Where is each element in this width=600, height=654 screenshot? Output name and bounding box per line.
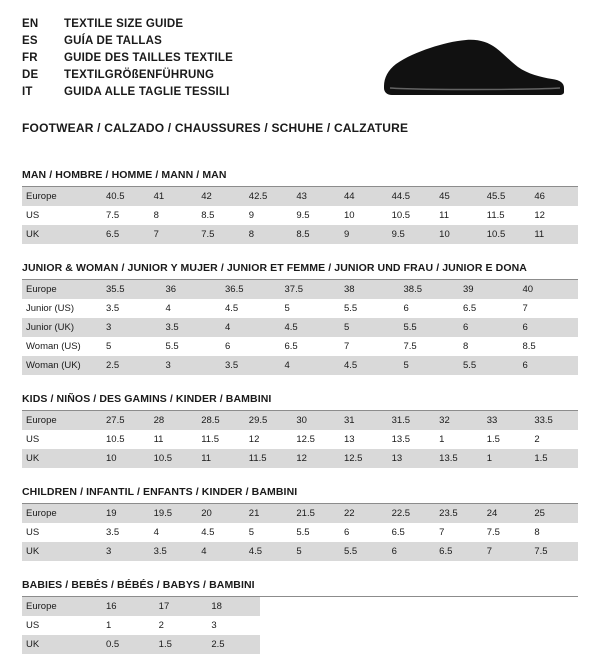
language-row	[22, 67, 233, 84]
size-cell: 7.5	[201, 229, 215, 240]
size-cell: 45	[439, 191, 450, 202]
size-cell: 33	[486, 415, 498, 426]
size-cell: 4	[284, 360, 290, 371]
table-row	[22, 280, 578, 299]
size-cell: 3.5	[165, 322, 179, 333]
size-cell: 44	[343, 191, 355, 202]
section-title: MAN / HOMBRE / HOMME / MANN / MAN	[22, 169, 578, 187]
size-cell: 1.5	[534, 453, 548, 464]
table-row	[22, 299, 578, 318]
size-cell: 8.5	[201, 210, 215, 221]
row-label: Junior (UK)	[26, 322, 75, 333]
size-cell: 9.5	[391, 229, 405, 240]
table-row	[22, 318, 578, 337]
section-table-wrap	[22, 411, 578, 468]
size-cell: 21	[248, 508, 260, 519]
language-code: ES	[22, 35, 38, 47]
size-cell: 19	[106, 508, 117, 519]
size-cell: 6	[463, 322, 469, 333]
size-cell: 4.5	[284, 322, 298, 333]
size-cell: 8	[463, 341, 469, 352]
size-cell: 1	[106, 620, 112, 631]
size-cell: 7.5	[403, 341, 417, 352]
size-cell: 2	[534, 434, 540, 445]
size-cell: 8	[153, 210, 159, 221]
size-cell: 2	[158, 620, 164, 631]
size-cell: 12	[534, 210, 545, 221]
size-cell: 4	[201, 546, 207, 557]
size-cell: 7.5	[534, 546, 548, 557]
section-table-wrap	[22, 597, 260, 654]
language-code: FR	[22, 52, 38, 64]
size-cell: 12.5	[296, 434, 315, 445]
size-cell: 3	[165, 360, 171, 371]
row-label: Woman (UK)	[26, 360, 81, 371]
language-row	[22, 16, 233, 33]
size-cell: 8	[534, 527, 540, 538]
row-label: UK	[26, 639, 40, 650]
size-cell: 10.5	[391, 210, 411, 221]
size-cell: 25	[534, 508, 545, 519]
size-cell: 5.5	[344, 303, 358, 314]
size-cell: 1	[439, 434, 445, 445]
section-title: JUNIOR & WOMAN / JUNIOR Y MUJER / JUNIOR ET FEMME / JUNIOR UND FRAU / JUNIOR E DONA	[22, 262, 578, 280]
size-cell: 5	[248, 527, 255, 538]
size-cell: 24	[486, 508, 498, 519]
dress-shoe-icon	[378, 30, 568, 107]
size-cell: 3	[106, 322, 112, 333]
size-cell: 19.5	[153, 508, 173, 519]
size-cell: 31.5	[391, 415, 411, 426]
row-label: US	[26, 620, 40, 631]
size-cell: 7	[486, 546, 493, 557]
row-label: UK	[26, 453, 40, 464]
size-cell: 5.5	[296, 527, 310, 538]
language-title: GUÍA DE TALLAS	[64, 35, 162, 47]
size-cell: 11	[439, 210, 450, 221]
size-section	[22, 579, 578, 654]
size-cell: 5	[344, 322, 350, 333]
language-code: DE	[22, 69, 39, 81]
size-cell: 3	[106, 546, 112, 557]
size-cell: 4.5	[201, 527, 215, 538]
size-cell: 41	[153, 191, 165, 202]
size-cell: 6.5	[391, 527, 405, 538]
table-row	[22, 523, 578, 542]
language-code: EN	[22, 18, 39, 30]
size-cell: 13	[343, 434, 355, 445]
size-cell: 44.5	[391, 191, 411, 202]
section-title: CHILDREN / INFANTIL / ENFANTS / KINDER / BAMBINI	[22, 486, 578, 504]
size-cell: 42.5	[248, 191, 268, 202]
size-cell: 13	[391, 453, 403, 464]
section-table-wrap	[22, 504, 578, 561]
size-cell: 17	[158, 601, 170, 612]
size-cell: 6	[343, 527, 350, 538]
size-cell: 8.5	[522, 341, 536, 352]
size-cell: 6	[225, 341, 231, 352]
size-cell: 11.5	[201, 434, 219, 445]
row-label: Europe	[26, 191, 57, 202]
size-cell: 4	[153, 527, 159, 538]
size-section	[22, 393, 578, 468]
size-cell: 38	[344, 284, 355, 295]
size-table	[22, 411, 578, 468]
row-label: Europe	[26, 415, 57, 426]
category-line: FOOTWEAR / CALZADO / CHAUSSURES / SCHUHE / CALZATURE	[22, 121, 409, 135]
size-cell: 32	[439, 415, 450, 426]
language-title-list	[22, 16, 233, 101]
size-cell: 8.5	[296, 229, 310, 240]
language-title: GUIDA ALLE TAGLIE TESSILI	[64, 86, 230, 98]
table-row	[22, 411, 578, 430]
size-cell: 13.5	[391, 434, 411, 445]
size-cell: 21.5	[296, 508, 315, 519]
size-cell: 7	[344, 341, 350, 352]
size-cell: 5.5	[343, 546, 358, 557]
size-cell: 7	[522, 303, 528, 314]
size-section	[22, 262, 578, 375]
size-table	[22, 187, 578, 244]
size-cell: 11.5	[248, 453, 267, 464]
size-cell: 40	[522, 284, 534, 295]
size-cell: 20	[201, 508, 212, 519]
table-row	[22, 225, 578, 244]
size-cell: 5.5	[463, 360, 477, 371]
size-section	[22, 486, 578, 561]
size-cell: 9	[343, 229, 350, 240]
row-label: Junior (US)	[26, 303, 75, 314]
table-row	[22, 187, 578, 206]
table-row	[22, 542, 578, 561]
size-sections	[22, 169, 578, 654]
size-cell: 1.5	[486, 434, 500, 445]
size-cell: 12	[296, 453, 307, 464]
size-cell: 5	[106, 341, 112, 352]
table-row	[22, 616, 260, 635]
size-cell: 13.5	[439, 453, 458, 464]
section-title: BABIES / BEBÉS / BÉBÉS / BABYS / BAMBINI	[22, 579, 578, 597]
size-cell: 28	[153, 415, 165, 426]
size-cell: 6.5	[439, 546, 453, 557]
language-row	[22, 33, 233, 50]
size-cell: 8	[248, 229, 255, 240]
language-title: GUIDE DES TAILLES TEXTILE	[64, 52, 233, 64]
size-cell: 3.5	[106, 527, 120, 538]
table-row	[22, 206, 578, 225]
language-row	[22, 50, 233, 67]
size-cell: 29.5	[248, 415, 268, 426]
language-title: TEXTILE SIZE GUIDE	[64, 18, 184, 30]
size-cell: 4	[225, 322, 231, 333]
row-label: US	[26, 210, 40, 221]
row-label: US	[26, 434, 40, 445]
size-cell: 35.5	[106, 284, 125, 295]
size-cell: 23.5	[439, 508, 458, 519]
table-row	[22, 635, 260, 654]
size-cell: 7	[439, 527, 445, 538]
size-cell: 10.5	[153, 453, 173, 464]
size-cell: 6	[522, 360, 528, 371]
row-label: UK	[26, 546, 40, 557]
size-cell: 2.5	[106, 360, 120, 371]
size-cell: 5.5	[165, 341, 179, 352]
size-cell: 7.5	[486, 527, 500, 538]
size-cell: 37.5	[284, 284, 303, 295]
size-cell: 7.5	[106, 210, 120, 221]
row-label: Europe	[26, 601, 57, 612]
size-cell: 11	[201, 453, 212, 464]
size-table	[22, 597, 260, 654]
size-cell: 6	[403, 303, 409, 314]
row-label: Europe	[26, 284, 57, 295]
size-cell: 38.5	[403, 284, 422, 295]
size-cell: 22.5	[391, 508, 411, 519]
size-cell: 43	[296, 191, 307, 202]
size-cell: 40.5	[106, 191, 125, 202]
size-cell: 11.5	[486, 210, 505, 221]
size-cell: 10	[343, 210, 355, 221]
section-table-wrap	[22, 280, 578, 375]
size-cell: 36.5	[225, 284, 244, 295]
size-cell: 45.5	[486, 191, 506, 202]
size-cell: 9.5	[296, 210, 310, 221]
size-cell: 18	[211, 601, 222, 612]
size-cell: 3.5	[153, 546, 167, 557]
size-cell: 12.5	[343, 453, 363, 464]
page-header	[22, 16, 578, 107]
size-cell: 31	[343, 415, 355, 426]
size-cell: 6.5	[106, 229, 120, 240]
size-cell: 5.5	[403, 322, 417, 333]
table-row	[22, 337, 578, 356]
size-cell: 28.5	[201, 415, 220, 426]
size-cell: 4.5	[344, 360, 358, 371]
table-row	[22, 356, 578, 375]
size-cell: 6	[522, 322, 528, 333]
size-cell: 3.5	[106, 303, 120, 314]
size-cell: 22	[343, 508, 355, 519]
size-cell: 10.5	[486, 229, 506, 240]
size-cell: 3.5	[225, 360, 239, 371]
size-cell: 27.5	[106, 415, 125, 426]
size-cell: 10.5	[106, 434, 125, 445]
language-code: IT	[22, 86, 33, 98]
row-label: US	[26, 527, 40, 538]
section-table-wrap	[22, 187, 578, 244]
size-cell: 1.5	[158, 639, 172, 650]
size-table	[22, 504, 578, 561]
size-cell: 3	[211, 620, 217, 631]
row-label: UK	[26, 229, 40, 240]
size-cell: 6	[391, 546, 397, 557]
size-cell: 4.5	[248, 546, 262, 557]
size-cell: 12	[248, 434, 260, 445]
size-cell: 6.5	[284, 341, 298, 352]
size-cell: 10	[439, 229, 450, 240]
size-cell: 9	[248, 210, 255, 221]
size-cell: 1	[486, 453, 493, 464]
size-cell: 11	[153, 434, 164, 445]
size-cell: 39	[463, 284, 474, 295]
size-cell: 11	[534, 229, 545, 240]
size-cell: 4.5	[225, 303, 239, 314]
row-label: Europe	[26, 508, 57, 519]
size-section	[22, 169, 578, 244]
size-cell: 2.5	[211, 639, 225, 650]
size-cell: 5	[296, 546, 302, 557]
row-label: Woman (US)	[26, 341, 81, 352]
size-cell: 10	[106, 453, 117, 464]
size-cell: 5	[403, 360, 409, 371]
size-cell: 33.5	[534, 415, 553, 426]
size-cell: 7	[153, 229, 159, 240]
size-cell: 36	[165, 284, 177, 295]
size-cell: 30	[296, 415, 307, 426]
table-row	[22, 449, 578, 468]
size-cell: 42	[201, 191, 212, 202]
table-row	[22, 504, 578, 523]
size-cell: 46	[534, 191, 545, 202]
section-title: KIDS / NIÑOS / DES GAMINS / KINDER / BAMBINI	[22, 393, 578, 411]
size-cell: 16	[106, 601, 117, 612]
table-row	[22, 430, 578, 449]
language-title: TEXTILGRÖßENFÜHRUNG	[64, 69, 215, 81]
size-cell: 5	[284, 303, 290, 314]
size-table	[22, 280, 578, 375]
size-cell: 4	[165, 303, 171, 314]
size-cell: 0.5	[106, 639, 120, 650]
size-cell: 6.5	[463, 303, 477, 314]
language-row	[22, 84, 233, 101]
